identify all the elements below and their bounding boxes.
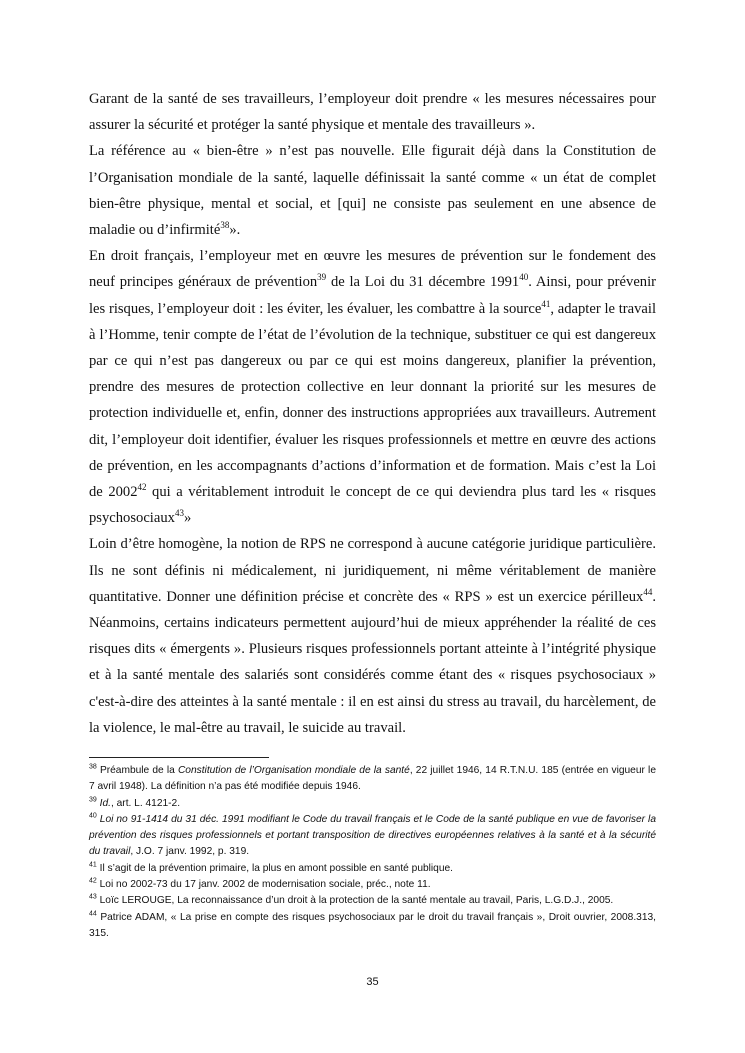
- paragraph-text: La référence au « bien-être » n’est pas nouvelle. Elle figurait déjà dans la Constitution de l’Organisation mondiale de la santé, laquelle définissait la santé comme « un état de complet bien-être physique, mental et social, et [qui] ne consiste pas seulement en une absence de maladie ou d’infirmité: [89, 143, 656, 239]
- footnote-number: 43: [89, 893, 97, 901]
- footnote-42: [89, 877, 656, 893]
- paragraph-text: ».: [229, 222, 241, 239]
- footnote-italic: Constitution de l’Organisation mondiale de la santé: [177, 765, 410, 776]
- paragraph-text: . Néanmoins, certains indicateurs permettent aujourd’hui de mieux appréhender la réalité de ces risques dits « émergents ». Plusieurs risques professionnels portant atteinte à l’intégrité physique et à la santé mentale des salariés sont considérés comme étant des « risques psychosociaux » c'est-à-dire des atteintes à la santé mentale : il en est ainsi du stress au travail, du harcèlement, de la violence, le mal-être au travail, le suicide au travail.: [89, 588, 656, 736]
- paragraph-3: [89, 243, 656, 531]
- footnote-text: Patrice ADAM, « La prise en compte des risques psychosociaux par le droit du travail français », Droit ouvrier, 2008.313, 315.: [89, 911, 656, 939]
- paragraph-2: [89, 138, 656, 243]
- body-text: [89, 86, 656, 741]
- footnote-ref[interactable]: 44: [643, 587, 653, 597]
- footnote-text: , art. L. 4121-2.: [110, 797, 181, 809]
- footnote-number: 44: [89, 910, 97, 918]
- paragraph-text: »: [183, 510, 192, 527]
- paragraph-text: . Ainsi, pour prévenir les risques, l’employeur doit : les éviter, les évaluer, les combattre à la source: [89, 274, 657, 317]
- footnote-44: [89, 910, 656, 943]
- footnote-number: 41: [89, 861, 97, 869]
- footnote-ref[interactable]: 43: [174, 508, 184, 519]
- paragraph-text: Garant de la santé de ses travailleurs, l’employeur doit prendre « les mesures nécessaires pour assurer la sécurité et protéger la santé physique et mentale des travailleurs ».: [89, 91, 656, 134]
- footnote-text: Il s’agit de la prévention primaire, la plus en amont possible en santé publique.: [96, 862, 454, 874]
- footnote-43: [89, 893, 656, 909]
- footnote-ref[interactable]: 41: [541, 298, 551, 309]
- page-number: 35: [366, 976, 379, 988]
- footnote-40: [89, 812, 656, 861]
- footnote-ref[interactable]: 40: [519, 272, 529, 283]
- footnote-number: 39: [89, 796, 97, 804]
- footnote-text: Loi no 2002-73 du 17 janv. 2002 de modernisation sociale, préc., note 11.: [96, 879, 431, 891]
- footnote-italic: Loi no 91-1414 du 31 déc. 1991 modifiant le Code du travail français et le Code de la santé publique en vue de favoriser la prévention des risques professionnels et portant transposition de directives européennes relatives à la santé et à la sécurité du travail: [89, 813, 656, 858]
- footnote-text: Préambule de la: [96, 765, 178, 776]
- paragraph-text: Loin d’être homogène, la notion de RPS ne correspond à aucune catégorie juridique particulière. Ils ne sont définis ni médicalement, ni juridiquement, ni même véritablement de manière quantitative. Donner une définition précise et concrète des « RPS » est un exercice périlleux: [89, 536, 656, 605]
- footnote-41: [89, 861, 656, 877]
- footnote-text: , J.O. 7 janv. 1992, p. 319.: [130, 846, 250, 858]
- footnote-number: 40: [89, 812, 97, 820]
- paragraph-1: [89, 86, 656, 138]
- footnote-39: [89, 796, 656, 812]
- footnote-italic: Id.: [96, 797, 111, 809]
- footnote-ref[interactable]: 38: [220, 220, 230, 231]
- footnote-number: 42: [89, 877, 97, 885]
- paragraph-text: , adapter le travail à l’Homme, tenir compte de l’état de l’évolution de la technique, substituer ce qui est dangereux par ce qui n’est pas dangereux ou par ce qui est moins dangereux, planifier la prévention, prendre des mesures de protection collective en leur donnant la priorité sur les mesures de protection individuelle et, enfin, donner des instructions appropriées aux travailleurs. Autrement dit, l’employeur doit identifier, évaluer les risques professionnels et mettre en œuvre des actions de prévention, en les accompagnants d’actions d’information et de formation. Mais c’est la Loi de 2002: [89, 300, 656, 501]
- paragraph-text: de la Loi du 31 décembre 1991: [326, 274, 520, 291]
- footnote-38: [89, 763, 656, 796]
- footnotes: [89, 763, 656, 942]
- footnote-text: Loïc LEROUGE, La reconnaissance d’un droit à la protection de la santé mentale au travail, Paris, L.G.D.J., 2005.: [96, 895, 614, 907]
- paragraph-text: En droit français, l’employeur met en œuvre les mesures de prévention sur le fondement des neuf principes généraux de prévention: [89, 248, 656, 291]
- footnote-number: 38: [89, 763, 97, 771]
- footnote-separator: [89, 757, 269, 758]
- paragraph-4: [89, 531, 656, 741]
- footnote-ref[interactable]: 39: [317, 272, 327, 283]
- footnote-text: , 22 juillet 1946, 14 R.T.N.U. 185 (entrée en vigueur le 7 avril 1948). La définition n’a pas été modifiée depuis 1946.: [89, 765, 656, 793]
- footnote-ref[interactable]: 42: [137, 482, 147, 493]
- paragraph-text: qui a véritablement introduit le concept de ce qui deviendra plus tard les « risques psychosociaux: [89, 484, 656, 527]
